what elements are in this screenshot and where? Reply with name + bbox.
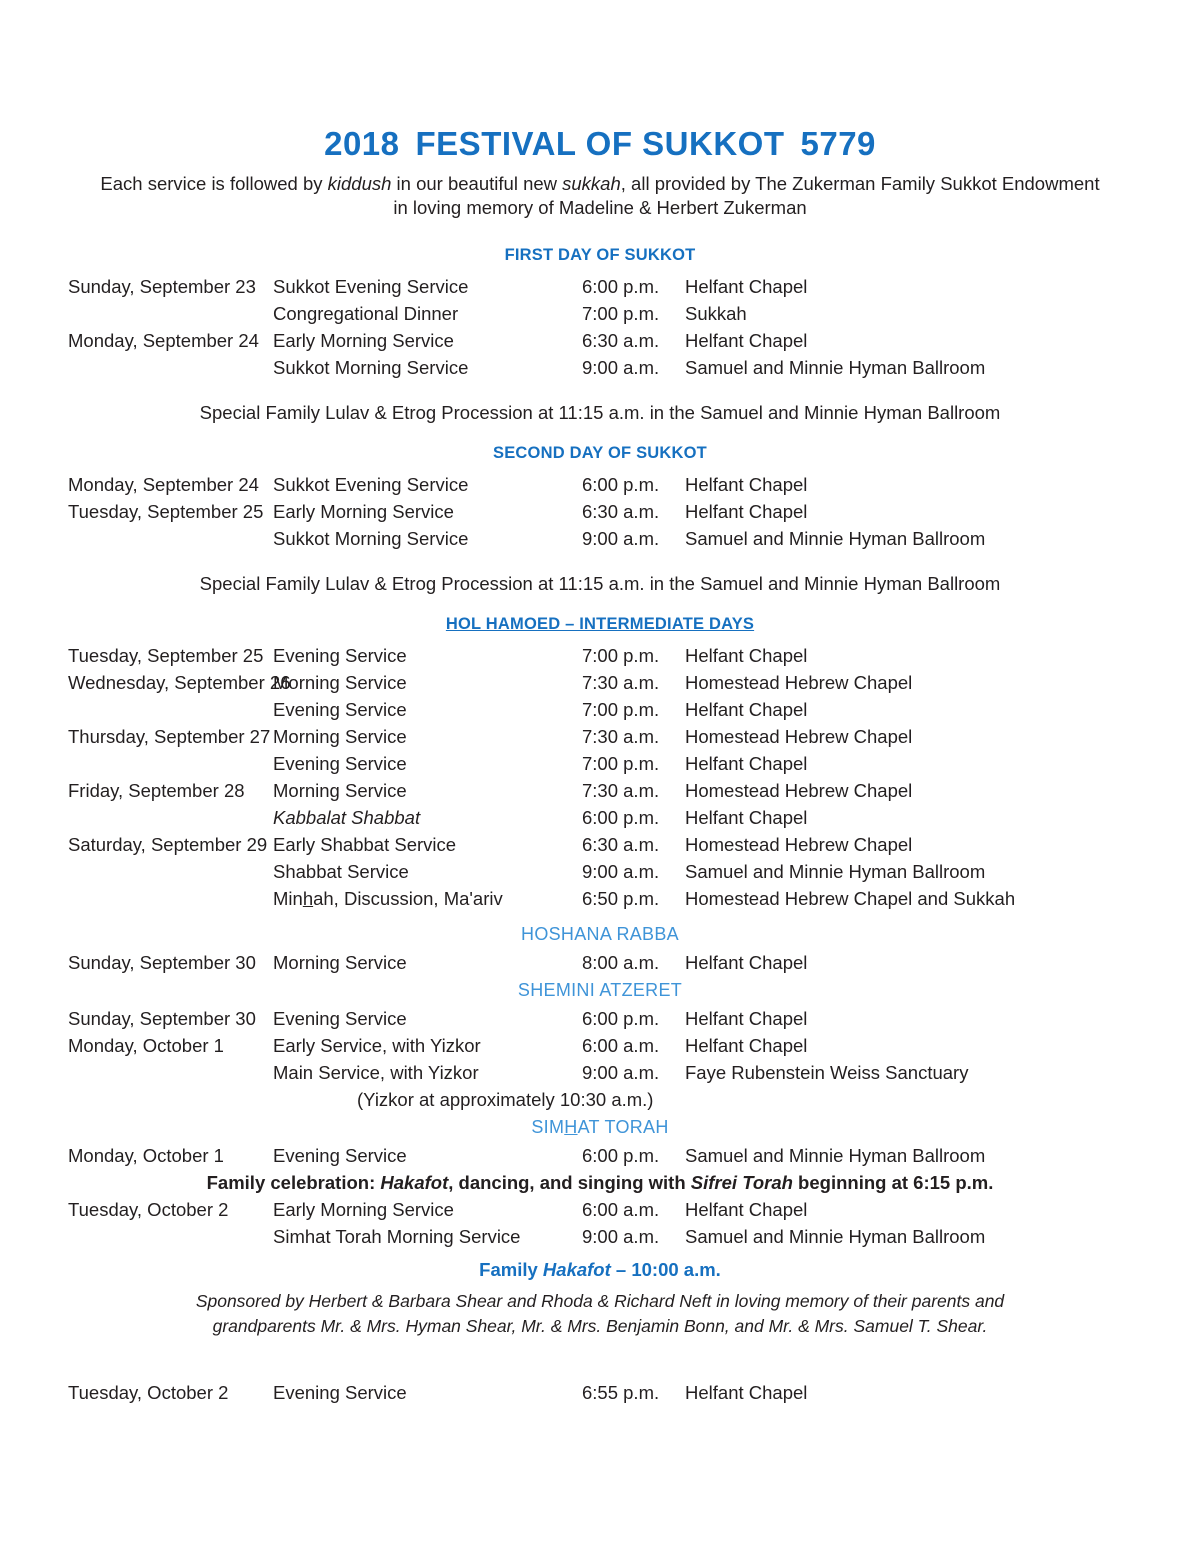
row-date: Sunday, September 30 xyxy=(68,951,256,973)
row-date: Monday, October 1 xyxy=(68,1144,224,1166)
row-date: Sunday, September 23 xyxy=(68,275,256,297)
row-service: Morning Service xyxy=(273,725,407,747)
row-service: Morning Service xyxy=(273,671,407,693)
row-time: 9:00 a.m. xyxy=(582,1061,660,1083)
row-service: Congregational Dinner xyxy=(273,302,459,324)
row-location: Helfant Chapel xyxy=(685,1381,808,1403)
schedule-final xyxy=(0,1379,1200,1406)
table-row xyxy=(0,471,1200,498)
row-time: 9:00 a.m. xyxy=(582,1225,660,1247)
row-location: Homestead Hebrew Chapel xyxy=(685,779,913,801)
row-location: Helfant Chapel xyxy=(685,275,808,297)
row-location: Homestead Hebrew Chapel xyxy=(685,833,913,855)
table-row xyxy=(0,858,1200,885)
family-celebration-text-2: , dancing, and singing with xyxy=(448,1171,691,1193)
row-time: 6:00 p.m. xyxy=(582,1007,660,1029)
row-time: 7:00 p.m. xyxy=(582,644,660,666)
family-celebration-text-3: beginning at 6:15 p.m. xyxy=(792,1171,994,1193)
table-row xyxy=(0,1142,1200,1169)
row-service: Sukkot Morning Service xyxy=(273,356,469,378)
row-time: 6:30 a.m. xyxy=(582,833,660,855)
schedule-second-day xyxy=(0,471,1200,552)
row-date: Saturday, September 29 xyxy=(68,833,268,855)
row-service: Evening Service xyxy=(273,752,407,774)
title-hebrew-year: 5779 xyxy=(800,125,876,162)
row-location: Samuel and Minnie Hyman Ballroom xyxy=(685,527,986,549)
row-location: Samuel and Minnie Hyman Ballroom xyxy=(685,1144,986,1166)
section-heading-first-day: FIRST DAY OF SUKKOT xyxy=(504,245,696,264)
table-row xyxy=(0,327,1200,354)
row-service: Early Morning Service xyxy=(273,1198,454,1220)
table-row xyxy=(0,498,1200,525)
table-row xyxy=(0,1059,1200,1086)
row-service: Evening Service xyxy=(273,1144,407,1166)
row-location: Helfant Chapel xyxy=(685,1007,808,1029)
family-hakafot-italic: Hakafot xyxy=(542,1258,611,1280)
table-row xyxy=(0,300,1200,327)
table-row xyxy=(0,273,1200,300)
row-time: 7:00 p.m. xyxy=(582,698,660,720)
row-service: Early Shabbat Service xyxy=(273,833,457,855)
row-time: 8:00 a.m. xyxy=(582,951,660,973)
table-row xyxy=(0,354,1200,381)
table-row xyxy=(0,1196,1200,1223)
row-date: Monday, September 24 xyxy=(68,473,259,495)
row-time: 7:30 a.m. xyxy=(582,725,660,747)
row-service: Evening Service xyxy=(273,1007,407,1029)
schedule-simhat-torah-evening xyxy=(0,1142,1200,1169)
title-main: FESTIVAL OF SUKKOT xyxy=(415,125,785,162)
schedule-first-day xyxy=(0,273,1200,381)
row-service: Minhah, Discussion, Ma'ariv xyxy=(273,887,503,909)
schedule-hol-hamoed xyxy=(0,642,1200,912)
row-service: Early Morning Service xyxy=(273,329,454,351)
row-time: 9:00 a.m. xyxy=(582,356,660,378)
row-time: 6:30 a.m. xyxy=(582,329,660,351)
family-hakafot-text-2: – 10:00 a.m. xyxy=(610,1258,721,1280)
row-time: 7:30 a.m. xyxy=(582,779,660,801)
family-celebration-note xyxy=(0,1169,1200,1196)
subtitle-text-3: , all provided by The Zukerman Family Sukkot Endowment in loving memory of Madeline & Herbert Zukerman xyxy=(393,172,1100,218)
sponsorship-line-1: Sponsored by Herbert & Barbara Shear and Rhoda & Richard Neft in loving memory of their parents and xyxy=(195,1290,1005,1311)
row-service: Shabbat Service xyxy=(273,860,409,882)
row-time: 6:50 p.m. xyxy=(582,887,660,909)
row-location: Helfant Chapel xyxy=(685,1034,808,1056)
row-location: Helfant Chapel xyxy=(685,752,808,774)
row-time: 6:00 a.m. xyxy=(582,1198,660,1220)
row-time: 7:00 p.m. xyxy=(582,752,660,774)
row-location: Helfant Chapel xyxy=(685,806,808,828)
subtitle-text-1: Each service is followed by xyxy=(100,172,328,194)
family-hakafot-text-1: Family xyxy=(479,1258,543,1280)
section-heading-simhat-torah: SIMHAT TORAH xyxy=(531,1116,669,1137)
row-date: Tuesday, October 2 xyxy=(68,1198,229,1220)
row-location: Homestead Hebrew Chapel and Sukkah xyxy=(685,887,1016,909)
section-heading-hoshana-rabba: HOSHANA RABBA xyxy=(521,923,679,944)
row-location: Helfant Chapel xyxy=(685,698,808,720)
row-service: Sukkot Morning Service xyxy=(273,527,469,549)
row-time: 7:00 p.m. xyxy=(582,302,660,324)
table-row xyxy=(0,1379,1200,1406)
row-date: Thursday, September 27 xyxy=(68,725,271,747)
row-time: 6:00 p.m. xyxy=(582,1144,660,1166)
yizkor-timing-note: (Yizkor at approximately 10:30 a.m.) xyxy=(357,1088,654,1110)
subtitle xyxy=(95,172,1105,220)
row-time: 9:00 a.m. xyxy=(582,527,660,549)
row-date: Wednesday, September 26 xyxy=(68,671,291,693)
lulav-procession-note-second-day: Special Family Lulav & Etrog Procession at 11:15 a.m. in the Samuel and Minnie Hyman Ballroom xyxy=(199,572,1001,594)
table-row xyxy=(0,696,1200,723)
row-date: Tuesday, September 25 xyxy=(68,500,264,522)
row-location: Helfant Chapel xyxy=(685,951,808,973)
schedule-shemini-atzeret xyxy=(0,1005,1200,1086)
subtitle-italic-kiddush: kiddush xyxy=(327,172,392,194)
row-service: Evening Service xyxy=(273,1381,407,1403)
row-service: Early Service, with Yizkor xyxy=(273,1034,481,1056)
table-row xyxy=(0,1223,1200,1250)
row-date: Monday, September 24 xyxy=(68,329,259,351)
row-location: Samuel and Minnie Hyman Ballroom xyxy=(685,860,986,882)
table-row xyxy=(0,831,1200,858)
page-title xyxy=(0,0,1200,162)
row-service: Kabbalat Shabbat xyxy=(273,806,421,828)
table-row xyxy=(0,1032,1200,1059)
section-heading-shemini-atzeret: SHEMINI ATZERET xyxy=(517,979,683,1000)
row-location: Helfant Chapel xyxy=(685,500,808,522)
schedule-simhat-torah-morning xyxy=(0,1196,1200,1250)
table-row xyxy=(0,1005,1200,1032)
row-service: Sukkot Evening Service xyxy=(273,275,469,297)
row-service: Morning Service xyxy=(273,951,407,973)
row-date: Sunday, September 30 xyxy=(68,1007,256,1029)
row-location: Helfant Chapel xyxy=(685,644,808,666)
table-row xyxy=(0,525,1200,552)
table-row xyxy=(0,750,1200,777)
row-time: 6:00 p.m. xyxy=(582,806,660,828)
table-row xyxy=(0,777,1200,804)
row-location: Homestead Hebrew Chapel xyxy=(685,671,913,693)
row-date: Friday, September 28 xyxy=(68,779,245,801)
row-time: 9:00 a.m. xyxy=(582,860,660,882)
table-row xyxy=(0,642,1200,669)
subtitle-italic-sukkah: sukkah xyxy=(562,172,621,194)
row-location: Helfant Chapel xyxy=(685,1198,808,1220)
row-time: 7:30 a.m. xyxy=(582,671,660,693)
subtitle-text-2: in our beautiful new xyxy=(391,172,563,194)
sponsorship-line-2: grandparents Mr. & Mrs. Hyman Shear, Mr. & Mrs. Benjamin Bonn, and Mr. & Mrs. Samuel T. Shear. xyxy=(212,1315,988,1336)
family-hakafot-highlight xyxy=(0,1256,1200,1283)
sponsorship-note xyxy=(120,1289,1080,1339)
row-time: 6:00 p.m. xyxy=(582,275,660,297)
section-heading-hol-hamoed: HOL HAMOED – INTERMEDIATE DAYS xyxy=(445,614,755,633)
title-civil-year: 2018 xyxy=(324,125,400,162)
family-celebration-italic-sifrei-torah: Sifrei Torah xyxy=(690,1171,793,1193)
row-location: Faye Rubenstein Weiss Sanctuary xyxy=(685,1061,969,1083)
table-row xyxy=(0,804,1200,831)
schedule-hoshana-rabba xyxy=(0,949,1200,976)
row-date: Tuesday, October 2 xyxy=(68,1381,229,1403)
row-location: Homestead Hebrew Chapel xyxy=(685,725,913,747)
row-service: Evening Service xyxy=(273,698,407,720)
row-time: 6:55 p.m. xyxy=(582,1381,660,1403)
table-row xyxy=(0,723,1200,750)
table-row xyxy=(0,669,1200,696)
row-time: 6:00 a.m. xyxy=(582,1034,660,1056)
row-service: Simhat Torah Morning Service xyxy=(273,1225,521,1247)
row-date: Tuesday, September 25 xyxy=(68,644,264,666)
row-time: 6:00 p.m. xyxy=(582,473,660,495)
row-service: Main Service, with Yizkor xyxy=(273,1061,479,1083)
row-date: Monday, October 1 xyxy=(68,1034,224,1056)
row-service: Sukkot Evening Service xyxy=(273,473,469,495)
table-row xyxy=(0,949,1200,976)
row-service: Morning Service xyxy=(273,779,407,801)
family-celebration-text-1: Family celebration: xyxy=(206,1171,381,1193)
row-location: Helfant Chapel xyxy=(685,473,808,495)
row-location: Helfant Chapel xyxy=(685,329,808,351)
row-service: Evening Service xyxy=(273,644,407,666)
row-service: Early Morning Service xyxy=(273,500,454,522)
row-location: Samuel and Minnie Hyman Ballroom xyxy=(685,356,986,378)
row-location: Samuel and Minnie Hyman Ballroom xyxy=(685,1225,986,1247)
table-row xyxy=(0,885,1200,912)
family-celebration-italic-hakafot: Hakafot xyxy=(380,1171,449,1193)
row-time: 6:30 a.m. xyxy=(582,500,660,522)
section-heading-second-day: SECOND DAY OF SUKKOT xyxy=(493,443,707,462)
lulav-procession-note-first-day: Special Family Lulav & Etrog Procession at 11:15 a.m. in the Samuel and Minnie Hyman Ballroom xyxy=(199,401,1001,423)
row-location: Sukkah xyxy=(685,302,747,324)
